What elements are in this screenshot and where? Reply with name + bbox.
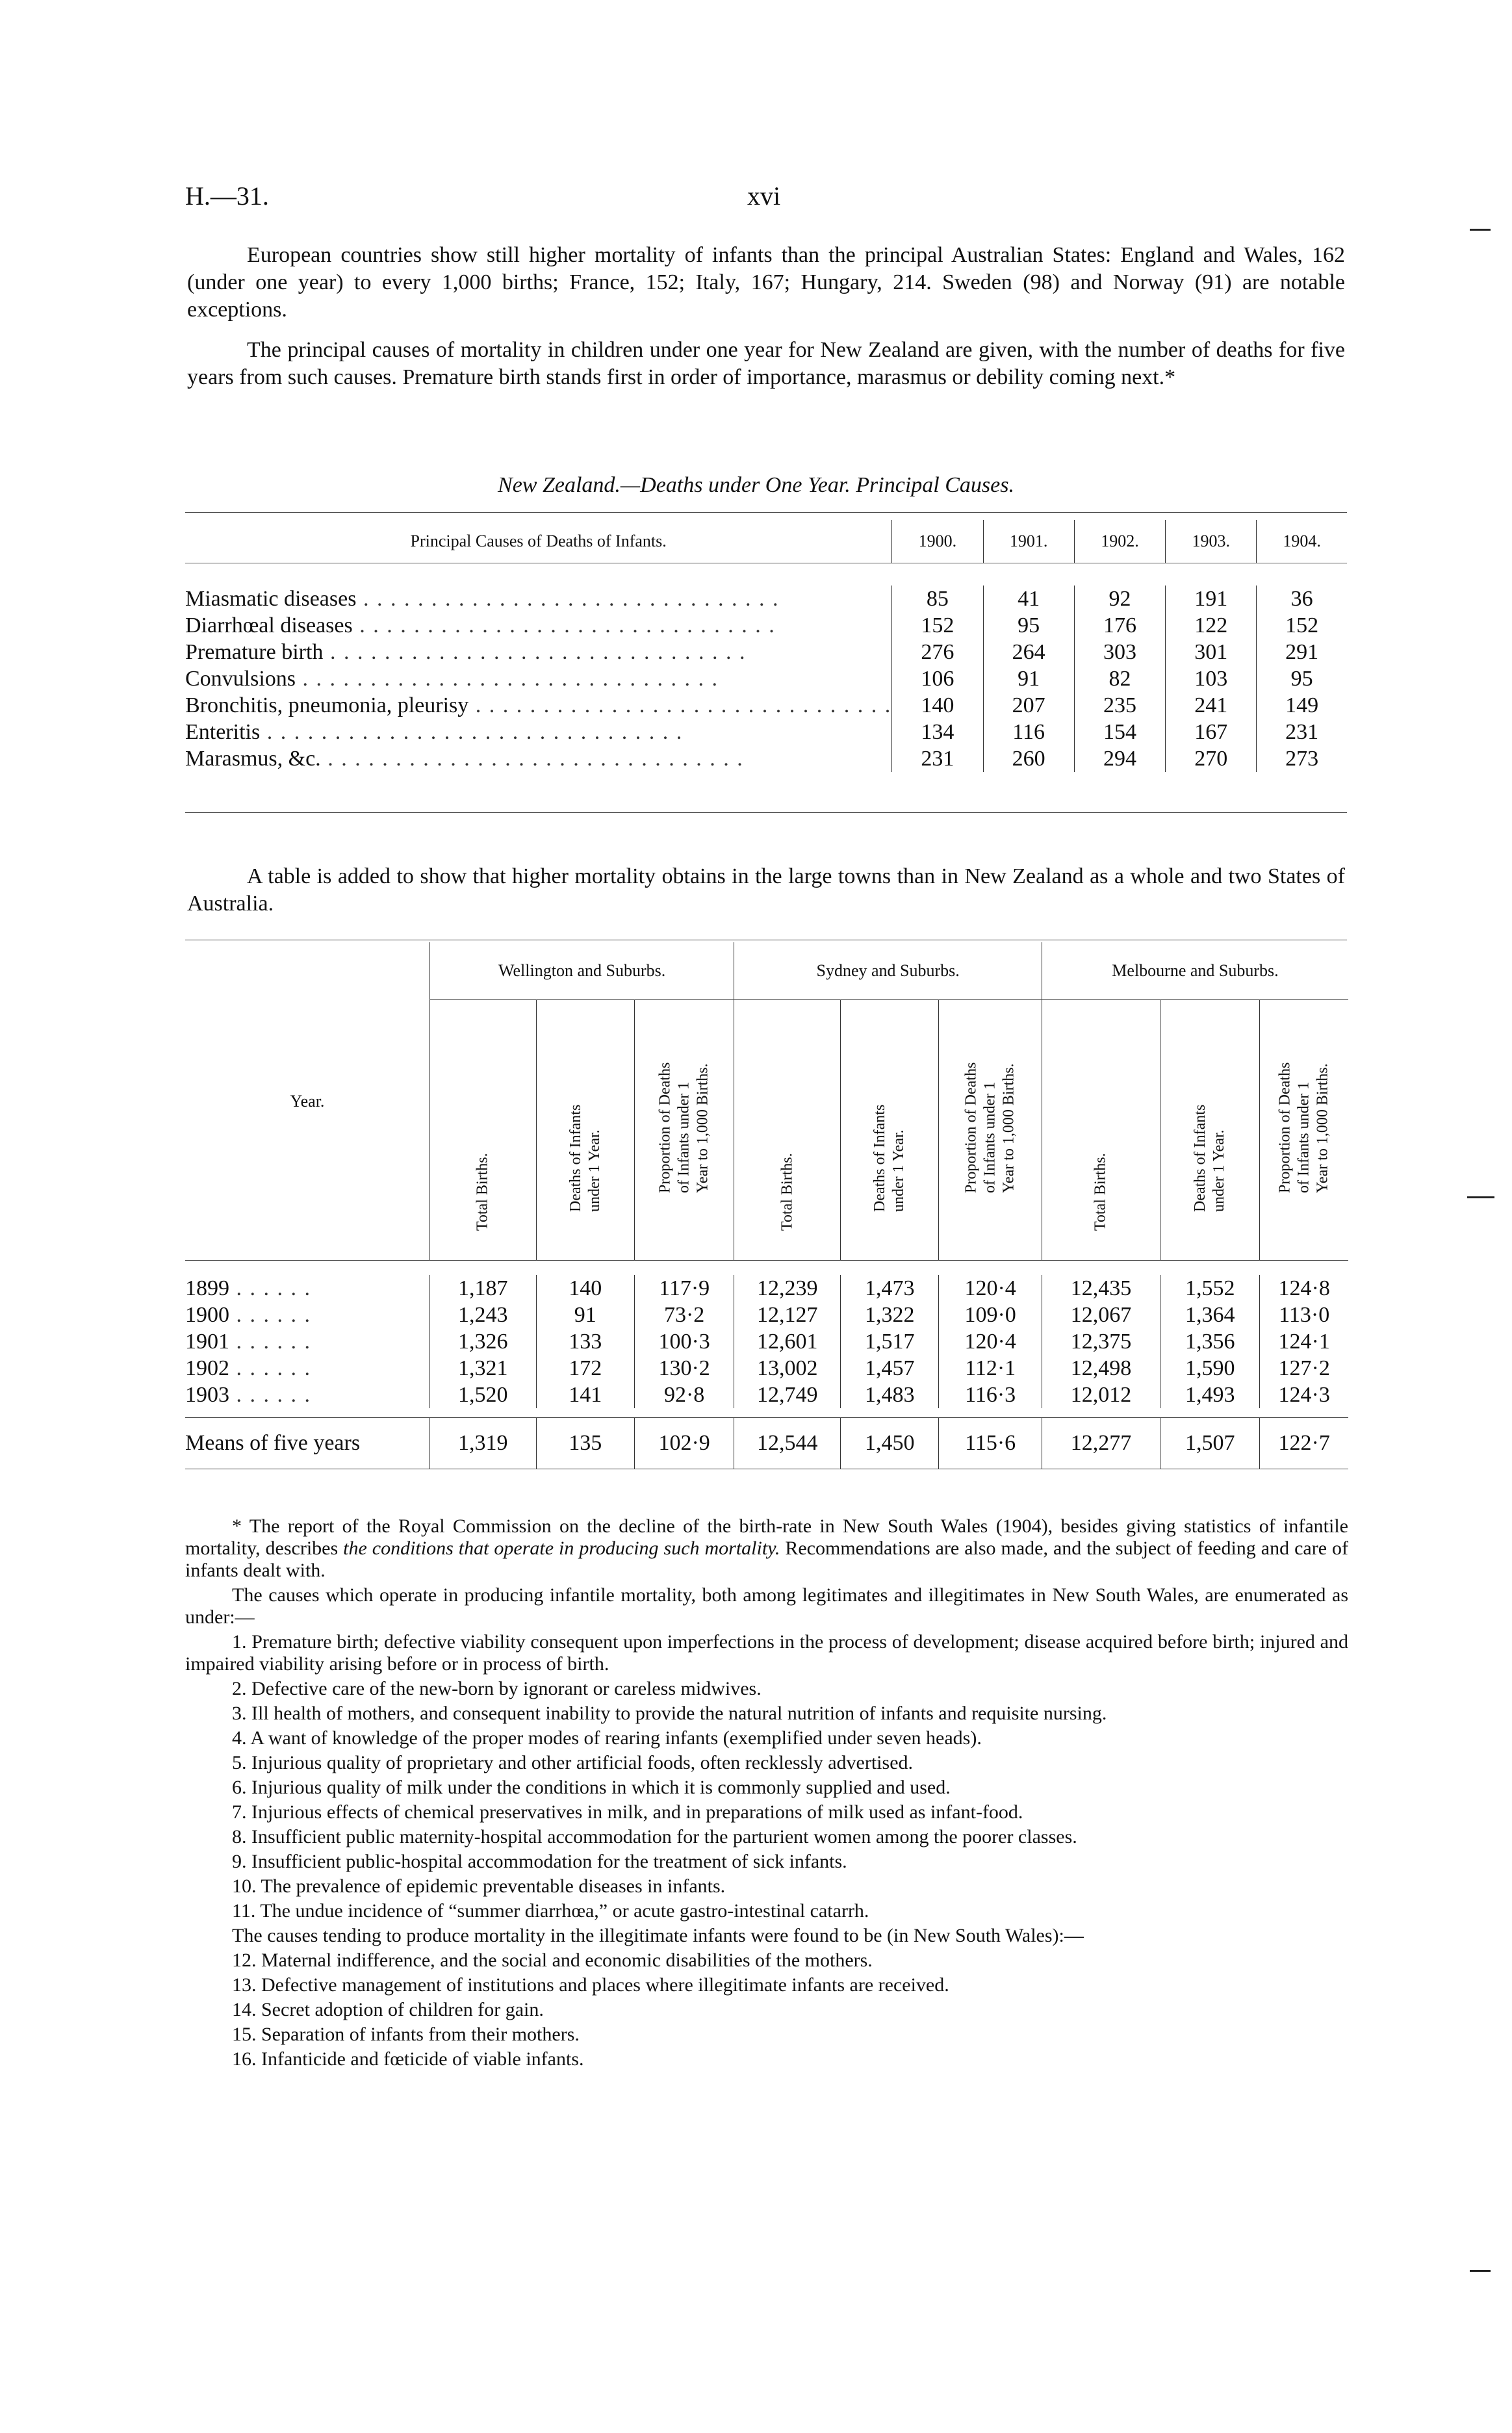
year-label: 1901 bbox=[185, 1330, 229, 1354]
heading-line: of Infants under 1 bbox=[981, 1081, 999, 1193]
statistic-value: 133 bbox=[536, 1328, 634, 1355]
cause-item: 8. Insufficient public maternity-hospital accommodation for the parturient women among the poorer classes. bbox=[232, 1826, 1077, 1847]
intro-paragraph: European countries show still higher mortality of infants than the principal Australian States: England and Wales, 162 (under one year) to every 1,000 births; France, 152; Italy, 167; Hungary, 214. Sweden (98) and Norway (91) are notable exceptions. bbox=[187, 243, 1345, 322]
deaths-value: 191 bbox=[1166, 586, 1257, 612]
heading-line: Deaths of Infants bbox=[567, 1104, 584, 1212]
means-label: Means of five years bbox=[185, 1418, 429, 1469]
rotated-heading bbox=[474, 1153, 493, 1231]
deaths-value: 291 bbox=[1257, 639, 1347, 665]
heading-line: Deaths of Infants bbox=[871, 1104, 889, 1212]
deaths-value: 103 bbox=[1166, 665, 1257, 692]
deaths-value: 167 bbox=[1166, 719, 1257, 745]
year-column-header: 1901. bbox=[983, 520, 1074, 563]
leader-dots: . . . . . . bbox=[229, 1356, 311, 1380]
table-row bbox=[185, 586, 1347, 612]
margin-mark bbox=[1470, 229, 1491, 231]
rotated-heading bbox=[778, 1153, 797, 1231]
heading-line: Total Births. bbox=[474, 1153, 491, 1231]
total-births-header bbox=[429, 1000, 536, 1261]
year-column-header: 1903. bbox=[1166, 520, 1257, 563]
statistic-value: 1,520 bbox=[429, 1382, 536, 1408]
heading-line: Proportion of Deaths bbox=[1276, 1062, 1294, 1193]
statistic-value: 1,483 bbox=[841, 1382, 939, 1408]
year-column-header: 1900. bbox=[892, 520, 983, 563]
heading-line: Proportion of Deaths bbox=[656, 1062, 674, 1193]
leader-dots: . . . . . . bbox=[229, 1276, 311, 1300]
total-births-header bbox=[734, 1000, 841, 1261]
statistic-value: 124·3 bbox=[1260, 1382, 1348, 1408]
cause-item: 9. Insufficient public-hospital accommodation for the treatment of sick infants. bbox=[232, 1851, 847, 1872]
cause-label: Enteritis bbox=[185, 720, 261, 744]
footnote-intro: * The report of the Royal Commission on the decline of the birth-rate in New South Wales (1904), besides giving statistics of infantile mortality, describes the conditions that operate in producing such mortality. Recommendations are also made, and the subject of feeding and care of infants dealt with. bbox=[185, 1515, 1348, 1581]
cause-label: Marasmus, &c. bbox=[185, 747, 321, 771]
infant-deaths-header bbox=[1160, 1000, 1259, 1261]
cause-cell bbox=[185, 639, 892, 665]
leader-dots: . . . . . . bbox=[229, 1303, 311, 1327]
cause-item: 12. Maternal indifference, and the social and economic disabilities of the mothers. bbox=[232, 1950, 873, 1971]
deaths-value: 36 bbox=[1257, 586, 1347, 612]
cause-column-header: Principal Causes of Deaths of Infants. bbox=[185, 520, 892, 563]
table-row-spacer bbox=[185, 1408, 1348, 1418]
mean-value: 1,319 bbox=[429, 1418, 536, 1469]
rotated-heading bbox=[567, 1105, 604, 1212]
year-cell bbox=[185, 1275, 429, 1302]
deaths-value: 176 bbox=[1074, 612, 1165, 639]
deaths-value: 231 bbox=[1257, 719, 1347, 745]
heading-line: under 1 Year. bbox=[585, 1129, 603, 1212]
heading-line: Deaths of Infants bbox=[1192, 1104, 1209, 1212]
statistic-value: 12,498 bbox=[1042, 1355, 1160, 1382]
statistic-value: 1,457 bbox=[841, 1355, 939, 1382]
deaths-value: 95 bbox=[1257, 665, 1347, 692]
deaths-value: 140 bbox=[892, 692, 983, 719]
footnote bbox=[185, 1515, 1348, 2073]
statistic-value: 1,243 bbox=[429, 1302, 536, 1328]
leader-dots: . . . . . . . . . . . . . . . . . . . . . . . . . . . . . . . bbox=[356, 587, 780, 611]
deaths-value: 149 bbox=[1257, 692, 1347, 719]
rotated-heading bbox=[962, 1062, 1019, 1193]
margin-mark bbox=[1467, 1196, 1494, 1198]
means-row bbox=[185, 1418, 1348, 1469]
illegitimate-causes-intro: The causes tending to produce mortality in the illegitimate infants were found to be (in New South Wales):— bbox=[232, 1925, 1084, 1946]
deaths-value: 82 bbox=[1074, 665, 1165, 692]
statistic-value: 1,326 bbox=[429, 1328, 536, 1355]
heading-line: Year to 1,000 Births. bbox=[694, 1063, 711, 1193]
cause-label: Diarrhœal diseases bbox=[185, 613, 353, 637]
statistic-value: 127·2 bbox=[1260, 1355, 1348, 1382]
heading-line: under 1 Year. bbox=[890, 1129, 908, 1212]
cause-label: Miasmatic diseases bbox=[185, 587, 357, 611]
statistic-value: 117·9 bbox=[634, 1275, 734, 1302]
deaths-value: 231 bbox=[892, 745, 983, 772]
year-label: 1900 bbox=[185, 1303, 229, 1327]
table-row bbox=[185, 1275, 1348, 1302]
mean-value: 135 bbox=[536, 1418, 634, 1469]
rotated-heading bbox=[656, 1062, 713, 1193]
statistic-value: 124·8 bbox=[1260, 1275, 1348, 1302]
leader-dots: . . . . . . bbox=[229, 1383, 311, 1407]
statistic-value: 12,749 bbox=[734, 1382, 841, 1408]
rotated-heading bbox=[1092, 1153, 1110, 1231]
cause-item: 2. Defective care of the new-born by ignorant or careless midwives. bbox=[232, 1678, 762, 1699]
statistic-value: 120·4 bbox=[939, 1328, 1042, 1355]
causes-of-death-table bbox=[185, 520, 1347, 788]
cause-item: 5. Injurious quality of proprietary and other artificial foods, often recklessly advertised. bbox=[232, 1752, 914, 1773]
cause-cell bbox=[185, 586, 892, 612]
statistic-value: 12,375 bbox=[1042, 1328, 1160, 1355]
deaths-value: 260 bbox=[983, 745, 1074, 772]
year-column-header: 1902. bbox=[1074, 520, 1165, 563]
proportion-header bbox=[634, 1000, 734, 1261]
infant-deaths-header bbox=[841, 1000, 939, 1261]
heading-line: Proportion of Deaths bbox=[962, 1062, 980, 1193]
mean-value: 115·6 bbox=[939, 1418, 1042, 1469]
causes-intro: The causes which operate in producing infantile mortality, both among legitimates and illegitimates in New South Wales, are enumerated as under:— bbox=[185, 1584, 1348, 1628]
mean-value: 122·7 bbox=[1260, 1418, 1348, 1469]
deaths-value: 273 bbox=[1257, 745, 1347, 772]
statistic-value: 120·4 bbox=[939, 1275, 1042, 1302]
deaths-value: 241 bbox=[1166, 692, 1257, 719]
heading-line: Total Births. bbox=[1092, 1153, 1109, 1231]
statistic-value: 92·8 bbox=[634, 1382, 734, 1408]
statistic-value: 124·1 bbox=[1260, 1328, 1348, 1355]
table-row bbox=[185, 665, 1347, 692]
deaths-value: 294 bbox=[1074, 745, 1165, 772]
statistic-value: 1,493 bbox=[1160, 1382, 1259, 1408]
deaths-value: 235 bbox=[1074, 692, 1165, 719]
leader-dots: . . . . . . . . . . . . . . . . . . . . . . . . . . . . . . . bbox=[323, 640, 747, 664]
statistic-value: 1,364 bbox=[1160, 1302, 1259, 1328]
cause-item: 10. The prevalence of epidemic preventable diseases in infants. bbox=[232, 1875, 726, 1897]
statistic-value: 172 bbox=[536, 1355, 634, 1382]
table-row bbox=[185, 1302, 1348, 1328]
heading-line: under 1 Year. bbox=[1211, 1129, 1228, 1212]
deaths-value: 152 bbox=[1257, 612, 1347, 639]
deaths-value: 106 bbox=[892, 665, 983, 692]
leader-dots: . . . . . . . . . . . . . . . . . . . . . . . . . . . . . . . bbox=[296, 667, 719, 691]
deaths-value: 41 bbox=[983, 586, 1074, 612]
deaths-value: 122 bbox=[1166, 612, 1257, 639]
heading-line: of Infants under 1 bbox=[675, 1081, 693, 1193]
illegitimate-causes-list bbox=[185, 1950, 1348, 2070]
statistic-value: 91 bbox=[536, 1302, 634, 1328]
table-row bbox=[185, 745, 1347, 772]
deaths-value: 134 bbox=[892, 719, 983, 745]
mean-value: 1,507 bbox=[1160, 1418, 1259, 1469]
deaths-value: 116 bbox=[983, 719, 1074, 745]
table1-bottom-rule bbox=[185, 812, 1347, 813]
statistic-value: 12,067 bbox=[1042, 1302, 1160, 1328]
deaths-value: 207 bbox=[983, 692, 1074, 719]
statistic-value: 112·1 bbox=[939, 1355, 1042, 1382]
melbourne-group-header: Melbourne and Suburbs. bbox=[1042, 942, 1348, 1000]
deaths-value: 152 bbox=[892, 612, 983, 639]
cause-item: 3. Ill health of mothers, and consequent inability to provide the natural nutrition of infants and requisite nursing. bbox=[232, 1703, 1107, 1724]
deaths-value: 95 bbox=[983, 612, 1074, 639]
statistic-value: 12,127 bbox=[734, 1302, 841, 1328]
proportion-header bbox=[939, 1000, 1042, 1261]
cause-label: Convulsions bbox=[185, 667, 296, 691]
year-cell bbox=[185, 1382, 429, 1408]
statistic-value: 141 bbox=[536, 1382, 634, 1408]
heading-line: of Infants under 1 bbox=[1295, 1081, 1313, 1193]
table-row bbox=[185, 1328, 1348, 1355]
total-births-header bbox=[1042, 1000, 1160, 1261]
wellington-group-header: Wellington and Suburbs. bbox=[429, 942, 734, 1000]
cause-item: 6. Injurious quality of milk under the conditions in which it is commonly supplied and used. bbox=[232, 1777, 951, 1798]
causes-paragraph: The principal causes of mortality in children under one year for New Zealand are given, with the number of deaths for five years from such causes. Premature birth stands first in order of importance, marasmus or debility coming next.* bbox=[187, 338, 1345, 389]
table-row bbox=[185, 692, 1347, 719]
cause-cell bbox=[185, 745, 892, 772]
leader-dots: . . . . . . . . . . . . . . . . . . . . . . . . . . . . . . . bbox=[320, 747, 744, 771]
table-row bbox=[185, 612, 1347, 639]
table1-top-rule bbox=[185, 512, 1347, 513]
parliamentary-paper-number: H.—31. bbox=[185, 181, 269, 211]
cause-cell bbox=[185, 612, 892, 639]
cause-item: 15. Separation of infants from their mothers. bbox=[232, 2024, 580, 2045]
mean-value: 1,450 bbox=[841, 1418, 939, 1469]
mean-value: 102·9 bbox=[634, 1418, 734, 1469]
statistic-value: 113·0 bbox=[1260, 1302, 1348, 1328]
statistic-value: 13,002 bbox=[734, 1355, 841, 1382]
table1-caption: New Zealand.—Deaths under One Year. Principal Causes. bbox=[498, 473, 1014, 497]
leader-dots: . . . . . . . . . . . . . . . . . . . . . . . . . . . . . . . bbox=[260, 720, 684, 744]
year-label: 1903 bbox=[185, 1383, 229, 1407]
cause-label: Bronchitis, pneumonia, pleurisy bbox=[185, 693, 469, 717]
large-towns-paragraph: A table is added to show that higher mortality obtains in the large towns than in New Zealand as a whole and two States of Australia. bbox=[187, 864, 1345, 916]
cause-item: 7. Injurious effects of chemical preservatives in milk, and in preparations of milk used as infant-food. bbox=[232, 1801, 1023, 1823]
statistic-value: 109·0 bbox=[939, 1302, 1042, 1328]
deaths-value: 91 bbox=[983, 665, 1074, 692]
statistic-value: 12,601 bbox=[734, 1328, 841, 1355]
cause-item: 4. A want of knowledge of the proper modes of rearing infants (exemplified under seven heads). bbox=[232, 1727, 982, 1749]
table-row bbox=[185, 719, 1347, 745]
statistic-value: 12,435 bbox=[1042, 1275, 1160, 1302]
statistic-value: 73·2 bbox=[634, 1302, 734, 1328]
mean-value: 12,544 bbox=[734, 1418, 841, 1469]
cause-item: 16. Infanticide and fœticide of viable infants. bbox=[232, 2048, 584, 2070]
statistic-value: 140 bbox=[536, 1275, 634, 1302]
deaths-value: 92 bbox=[1074, 586, 1165, 612]
year-column-header: Year. bbox=[185, 942, 429, 1261]
infant-mortality-towns-table bbox=[185, 942, 1348, 1469]
deaths-value: 154 bbox=[1074, 719, 1165, 745]
table-row bbox=[185, 639, 1347, 665]
sydney-group-header: Sydney and Suburbs. bbox=[734, 942, 1042, 1000]
statistic-value: 1,552 bbox=[1160, 1275, 1259, 1302]
statistic-value: 1,473 bbox=[841, 1275, 939, 1302]
statistic-value: 100·3 bbox=[634, 1328, 734, 1355]
causes-list bbox=[185, 1631, 1348, 1922]
deaths-value: 303 bbox=[1074, 639, 1165, 665]
year-cell bbox=[185, 1328, 429, 1355]
cause-label: Premature birth bbox=[185, 640, 324, 664]
page-number: xvi bbox=[747, 181, 781, 211]
rotated-heading bbox=[871, 1105, 908, 1212]
leader-dots: . . . . . . bbox=[229, 1330, 311, 1354]
statistic-value: 1,322 bbox=[841, 1302, 939, 1328]
cause-cell bbox=[185, 665, 892, 692]
infant-deaths-header bbox=[536, 1000, 634, 1261]
leader-dots: . . . . . . . . . . . . . . . . . . . . . . . . . . . . . . . bbox=[352, 613, 776, 637]
statistic-value: 116·3 bbox=[939, 1382, 1042, 1408]
cause-item: 1. Premature birth; defective viability consequent upon imperfections in the process of development; disease acquired before birth; injured and impaired viability arising before or in process of birth. bbox=[185, 1631, 1348, 1675]
statistic-value: 12,012 bbox=[1042, 1382, 1160, 1408]
proportion-header bbox=[1260, 1000, 1348, 1261]
cause-item: 13. Defective management of institutions and places where illegitimate infants are received. bbox=[232, 1974, 949, 1996]
year-cell bbox=[185, 1302, 429, 1328]
leader-dots: . . . . . . . . . . . . . . . . . . . . . . . . . . . . . . . bbox=[468, 693, 892, 717]
cause-item: 14. Secret adoption of children for gain. bbox=[232, 1999, 544, 2020]
statistic-value: 1,590 bbox=[1160, 1355, 1259, 1382]
statistic-value: 1,187 bbox=[429, 1275, 536, 1302]
cause-cell bbox=[185, 719, 892, 745]
table-row bbox=[185, 1355, 1348, 1382]
year-label: 1899 bbox=[185, 1276, 229, 1300]
deaths-value: 270 bbox=[1166, 745, 1257, 772]
cause-item: 11. The undue incidence of “summer diarrhœa,” or acute gastro-intestinal catarrh. bbox=[232, 1900, 869, 1922]
table-row-spacer bbox=[185, 772, 1347, 788]
heading-line: Total Births. bbox=[778, 1153, 796, 1231]
year-column-header: 1904. bbox=[1257, 520, 1347, 563]
margin-mark bbox=[1470, 2270, 1491, 2272]
heading-line: Year to 1,000 Births. bbox=[1000, 1063, 1018, 1193]
statistic-value: 1,517 bbox=[841, 1328, 939, 1355]
statistic-value: 1,321 bbox=[429, 1355, 536, 1382]
deaths-value: 301 bbox=[1166, 639, 1257, 665]
statistic-value: 12,239 bbox=[734, 1275, 841, 1302]
rotated-heading bbox=[1276, 1062, 1333, 1193]
statistic-value: 130·2 bbox=[634, 1355, 734, 1382]
year-label: 1902 bbox=[185, 1356, 229, 1380]
table-row bbox=[185, 1382, 1348, 1408]
rotated-heading bbox=[1191, 1105, 1229, 1212]
deaths-value: 276 bbox=[892, 639, 983, 665]
statistic-value: 1,356 bbox=[1160, 1328, 1259, 1355]
heading-line: Year to 1,000 Births. bbox=[1314, 1063, 1331, 1193]
deaths-value: 264 bbox=[983, 639, 1074, 665]
year-cell bbox=[185, 1355, 429, 1382]
deaths-value: 85 bbox=[892, 586, 983, 612]
mean-value: 12,277 bbox=[1042, 1418, 1160, 1469]
cause-cell bbox=[185, 692, 892, 719]
